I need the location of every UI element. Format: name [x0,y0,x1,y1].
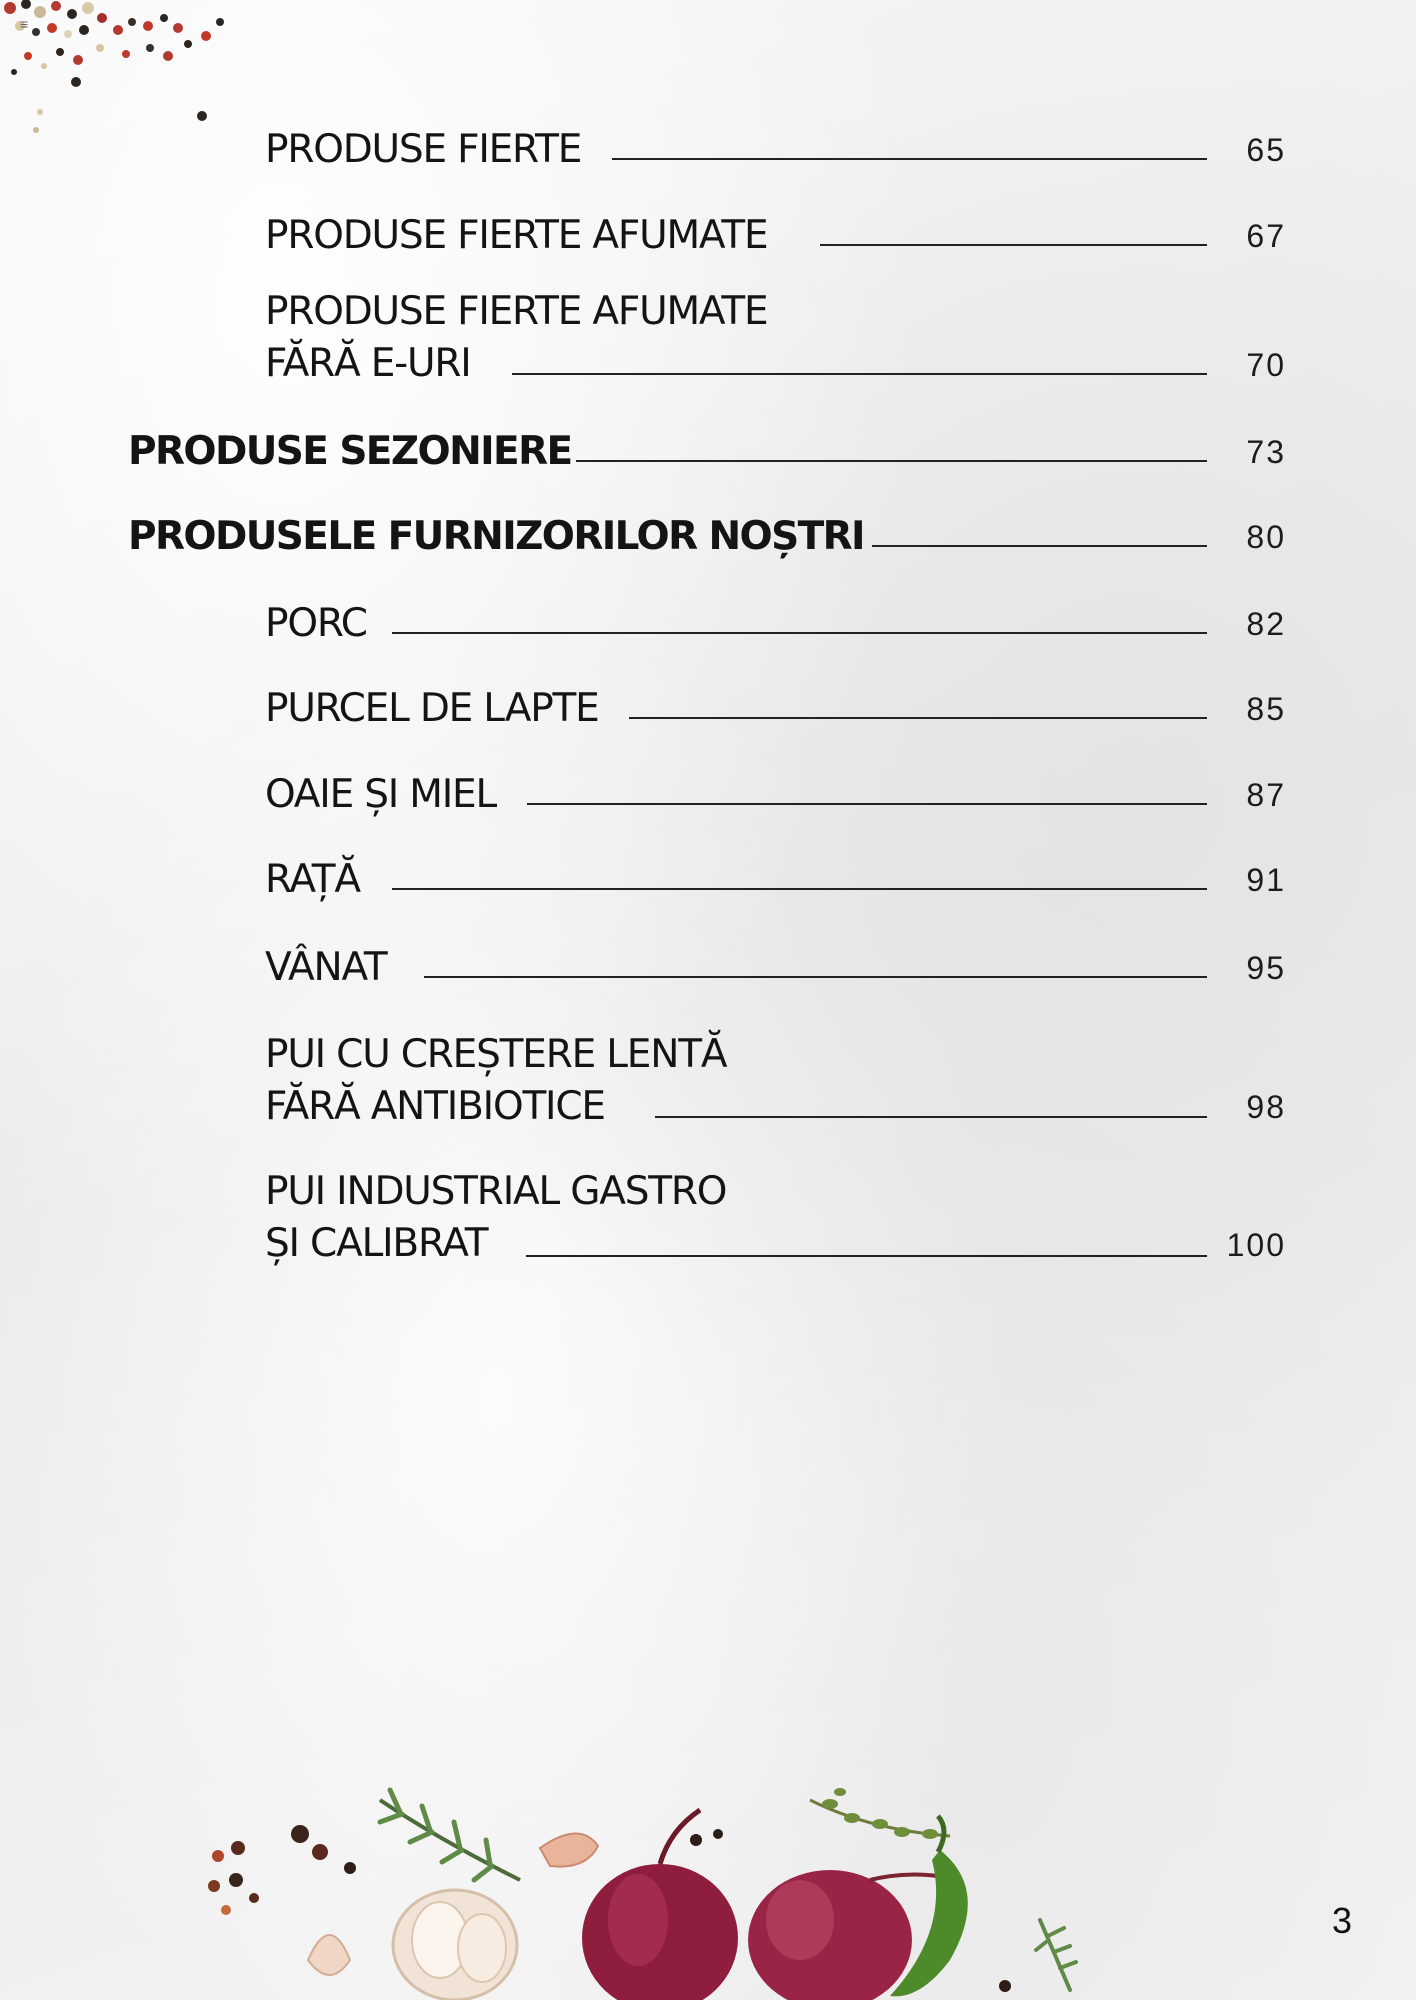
toc-leader-line [872,545,1207,547]
toc-page-number: 82 [1246,606,1286,642]
toc-entry-title: VÂNAT [265,945,387,990]
toc-page-number: 70 [1246,347,1286,383]
toc-page-number: 95 [1246,950,1286,986]
toc-page-number: 87 [1246,777,1286,813]
toc-entry-title: PRODUSE FIERTE AFUMATE [265,213,768,258]
toc-leader-line [512,373,1207,375]
toc-page-number: 91 [1246,862,1286,898]
toc-leader-line [392,888,1207,890]
toc-entry-title-line1: PUI CU CREȘTERE LENTĂ [265,1032,727,1077]
toc-page-number: 80 [1246,519,1286,555]
vegetables-illustration-icon [190,1760,1110,2000]
toc-page-number: 67 [1246,218,1286,254]
toc-leader-line [527,803,1207,805]
toc-entry-title-line2: FĂRĂ E-URI [265,341,471,386]
toc-entry-title-line2: FĂRĂ ANTIBIOTICE [265,1084,605,1129]
toc-page-number: 65 [1246,132,1286,168]
toc-page-number: 98 [1246,1089,1286,1125]
toc-section-title: PRODUSE SEZONIERE [128,429,572,474]
toc-leader-line [612,158,1207,160]
toc-entry-title: RAȚĂ [265,857,360,902]
toc-page-number: 100 [1226,1227,1286,1263]
peppercorn-spices-icon [0,0,240,150]
toc-leader-line [576,460,1207,462]
toc-entry-title: OAIE ȘI MIEL [265,772,497,817]
toc-entry-title: PURCEL DE LAPTE [265,686,599,731]
toc-leader-line [820,244,1207,246]
toc-leader-line [424,976,1207,978]
toc-entry-title-line1: PRODUSE FIERTE AFUMATE [265,289,768,334]
toc-entry-title: PRODUSE FIERTE [265,127,582,172]
toc-leader-line [655,1116,1207,1118]
toc-leader-line [392,632,1207,634]
toc-entry-title: PORC [265,601,367,646]
toc-entry-title-line2: ȘI CALIBRAT [265,1221,488,1266]
toc-leader-line [526,1255,1207,1257]
menu-icon[interactable]: ≡ [20,16,29,32]
page-number: 3 [1331,1900,1352,1941]
toc-section-title: PRODUSELE FURNIZORILOR NOȘTRI [128,514,864,559]
toc-leader-line [629,717,1207,719]
toc-page-number: 73 [1246,434,1286,470]
toc-entry-title-line1: PUI INDUSTRIAL GASTRO [265,1169,727,1214]
toc-page-number: 85 [1246,691,1286,727]
